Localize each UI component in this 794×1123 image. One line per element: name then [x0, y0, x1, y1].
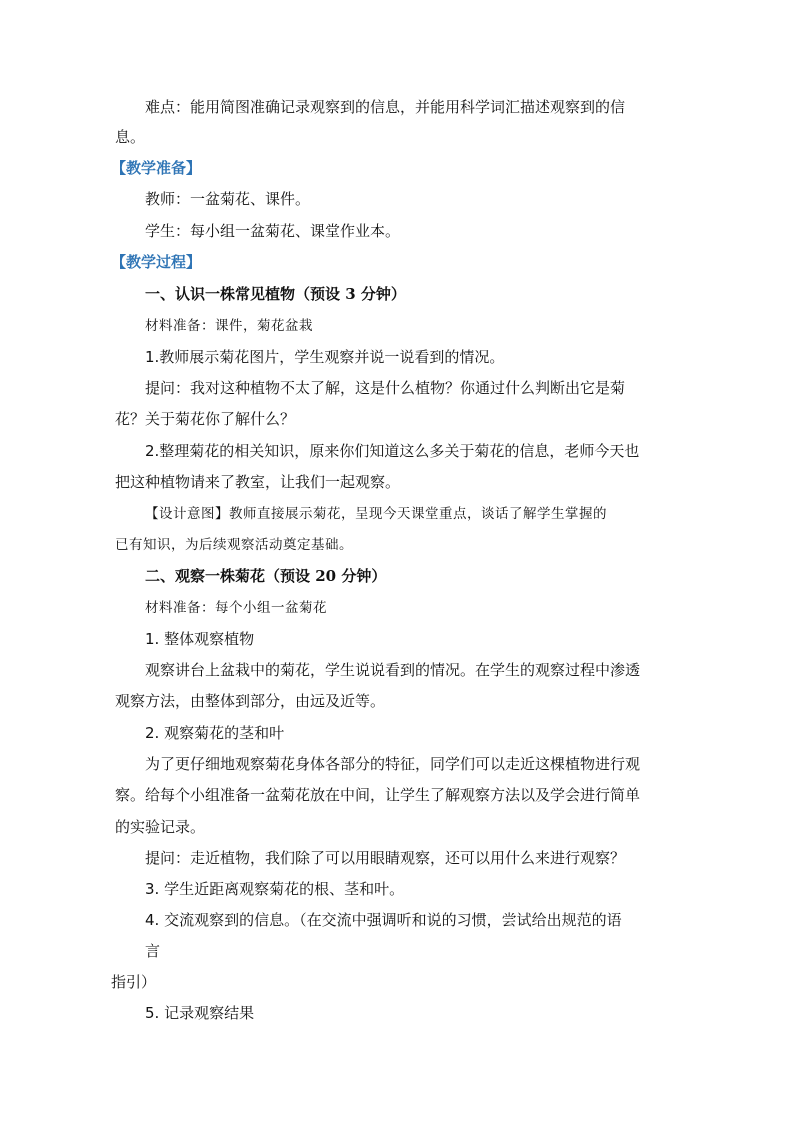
step-2-2-line-3: 的实验记录。	[115, 818, 206, 836]
question-1-line-2: 花？关于菊花你了解什么？	[115, 410, 296, 428]
step-2-5: 5. 记录观察结果	[145, 1004, 255, 1022]
difficulty-line-1: 难点：能用简图准确记录观察到的信息，并能用科学词汇描述观察到的信	[145, 98, 626, 116]
student-materials: 学生：每小组一盆菊花、课堂作业本。	[145, 222, 401, 240]
step-1-2-line-2: 把这种植物请来了教室，让我们一起观察。	[115, 473, 401, 491]
subsection-heading-1: 一、认识一株常见植物（预设 3 分钟）	[145, 285, 406, 303]
step-2-1-line-2: 观察方法，由整体到部分，由远及近等。	[115, 692, 386, 710]
difficulty-line-2: 息。	[115, 128, 146, 146]
step-2-1-title: 1. 整体观察植物	[145, 630, 255, 648]
step-2-4-line-3: 指引）	[111, 973, 157, 991]
teacher-materials: 教师：一盆菊花、课件。	[145, 190, 311, 208]
step-2-3: 3. 学生近距离观察菊花的根、茎和叶。	[145, 880, 405, 898]
section-heading-preparation: 【教学准备】	[111, 159, 202, 177]
step-2-4-line-2: 言	[145, 942, 161, 960]
step-2-4-line-1: 4. 交流观察到的信息。（在交流中强调听和说的习惯，尝试给出规范的语	[145, 911, 622, 929]
step-2-1-line-1: 观察讲台上盆栽中的菊花，学生说说看到的情况。在学生的观察过程中渗透	[145, 661, 641, 679]
step-1-1: 1.教师展示菊花图片，学生观察并说一说看到的情况。	[145, 348, 505, 366]
materials-note-1: 材料准备：课件，菊花盆栽	[145, 318, 313, 334]
step-1-2-line-1: 2.整理菊花的相关知识，原来你们知道这么多关于菊花的信息，老师今天也	[145, 442, 640, 460]
section-heading-process: 【教学过程】	[111, 253, 202, 271]
subsection-heading-2: 二、观察一株菊花（预设 20 分钟）	[145, 567, 387, 585]
step-2-2-line-2: 察。给每个小组准备一盆菊花放在中间，让学生了解观察方法以及学会进行简单	[115, 786, 641, 804]
design-intent-line-1: 【设计意图】教师直接展示菊花，呈现今天课堂重点，谈话了解学生掌握的	[145, 506, 607, 522]
step-2-2-line-1: 为了更仔细地观察菊花身体各部分的特征，同学们可以走近这棵植物进行观	[145, 755, 641, 773]
question-2: 提问：走近植物，我们除了可以用眼睛观察，还可以用什么来进行观察？	[145, 849, 626, 867]
materials-note-2: 材料准备：每个小组一盆菊花	[145, 600, 327, 616]
design-intent-line-2: 已有知识，为后续观察活动奠定基础。	[115, 537, 353, 553]
step-2-2-title: 2. 观察菊花的茎和叶	[145, 724, 285, 742]
question-1-line-1: 提问：我对这种植物不太了解，这是什么植物？你通过什么判断出它是菊	[145, 379, 626, 397]
